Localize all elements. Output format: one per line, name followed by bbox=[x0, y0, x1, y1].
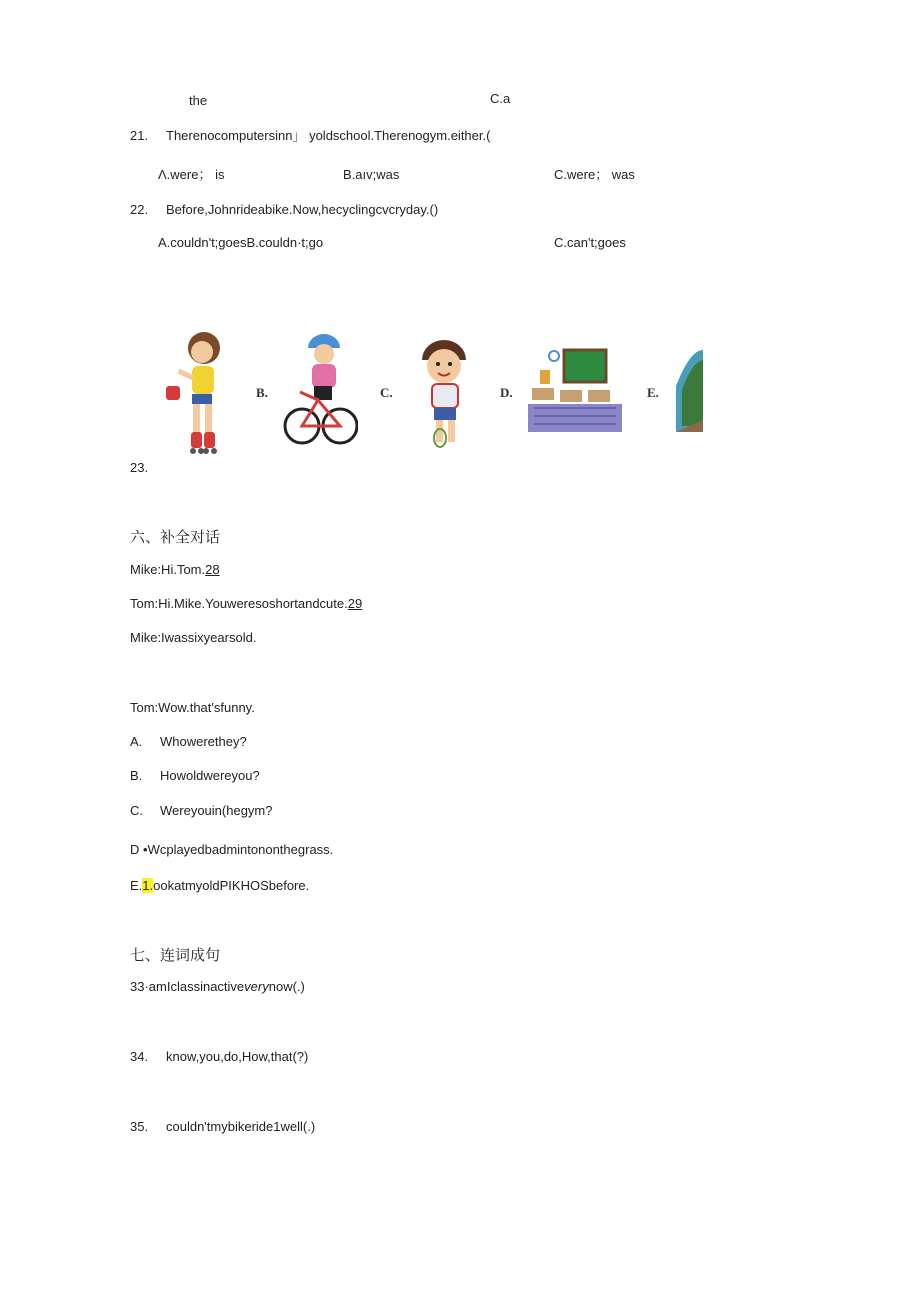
dialogue-line-1 bbox=[130, 562, 220, 578]
option-b-text: Howoldwereyou? bbox=[160, 768, 260, 783]
q35-text: couldn'tmybikeride1well(.) bbox=[166, 1119, 316, 1134]
q22-option-c: C.can't;goes bbox=[554, 235, 626, 250]
dialogue-line-text: Mike:Hi.Tom. bbox=[130, 562, 206, 577]
q33-number: 33· bbox=[130, 979, 149, 994]
option-c-text: Wereyouin(hegym? bbox=[160, 803, 273, 818]
q21-number: 21. bbox=[130, 128, 149, 143]
q23-label-c: C. bbox=[380, 385, 393, 400]
roller-skating-girl-icon bbox=[158, 326, 236, 458]
dialogue-line-4: Tom:Wow.that'sfunny. bbox=[130, 700, 255, 715]
q22-number: 22. bbox=[130, 202, 149, 217]
q21-option-b: B.aıv;was bbox=[343, 167, 400, 182]
blank-29: 29 bbox=[347, 596, 363, 611]
blank-28: 28 bbox=[205, 562, 220, 577]
q33-italic: very bbox=[244, 979, 269, 994]
q33-tail: now(.) bbox=[268, 979, 305, 994]
q34-number: 34. bbox=[130, 1049, 149, 1064]
dialogue-line-text: Tom:Hi.Mike.Youweresoshortandcute. bbox=[130, 596, 348, 611]
q23-label-d: D. bbox=[500, 385, 513, 400]
q22-text: Before,Johnrideabike.Now,hecyclingcvcryday.() bbox=[166, 202, 439, 217]
q23-label-e: E. bbox=[647, 385, 659, 400]
q21-text: Therenocomputersinn」 yoldschool.Therenogym.either.( bbox=[166, 128, 491, 143]
top-left-text: the bbox=[189, 93, 208, 108]
top-right-option: C.a bbox=[490, 91, 511, 106]
q21-option-a: Λ.were； is bbox=[158, 167, 225, 182]
option-e-highlight: 1. bbox=[142, 878, 154, 893]
option-d-label: D • bbox=[130, 842, 148, 857]
q22-options-ab: A.couldn't;goesB.couldn·t;go bbox=[158, 235, 324, 250]
option-e bbox=[130, 878, 309, 894]
badminton-boy-icon bbox=[410, 334, 478, 448]
q33-text: amIclassinactive bbox=[148, 979, 245, 994]
option-a-label: A. bbox=[130, 734, 143, 749]
cycling-girl-icon bbox=[282, 330, 358, 454]
q34-text: know,you,do,How,that(?) bbox=[166, 1049, 309, 1064]
option-b-label: B. bbox=[130, 768, 143, 783]
option-c-label: C. bbox=[130, 803, 143, 818]
q23-number: 23. bbox=[130, 460, 149, 475]
q23-label-b: B. bbox=[256, 385, 268, 400]
q33 bbox=[130, 979, 305, 995]
option-e-text: ookatmyoldPIKHOSbefore. bbox=[153, 878, 310, 893]
option-d bbox=[130, 842, 333, 858]
option-a-text: Whowerethey? bbox=[160, 734, 247, 749]
dialogue-line-2 bbox=[130, 596, 362, 612]
q21-option-c: C.were； was bbox=[554, 167, 635, 182]
q35-number: 35. bbox=[130, 1119, 149, 1134]
option-e-label: E. bbox=[130, 878, 143, 893]
gym-building-icon bbox=[672, 346, 703, 432]
section7-title: 七、连词成句 bbox=[130, 947, 221, 964]
dialogue-line-3: Mike:Iwassixyearsold. bbox=[130, 630, 257, 645]
classroom-icon bbox=[526, 346, 624, 436]
option-d-text: Wcplayedbadmintononthegrass. bbox=[147, 842, 334, 857]
section6-title: 六、补全对话 bbox=[130, 529, 221, 546]
